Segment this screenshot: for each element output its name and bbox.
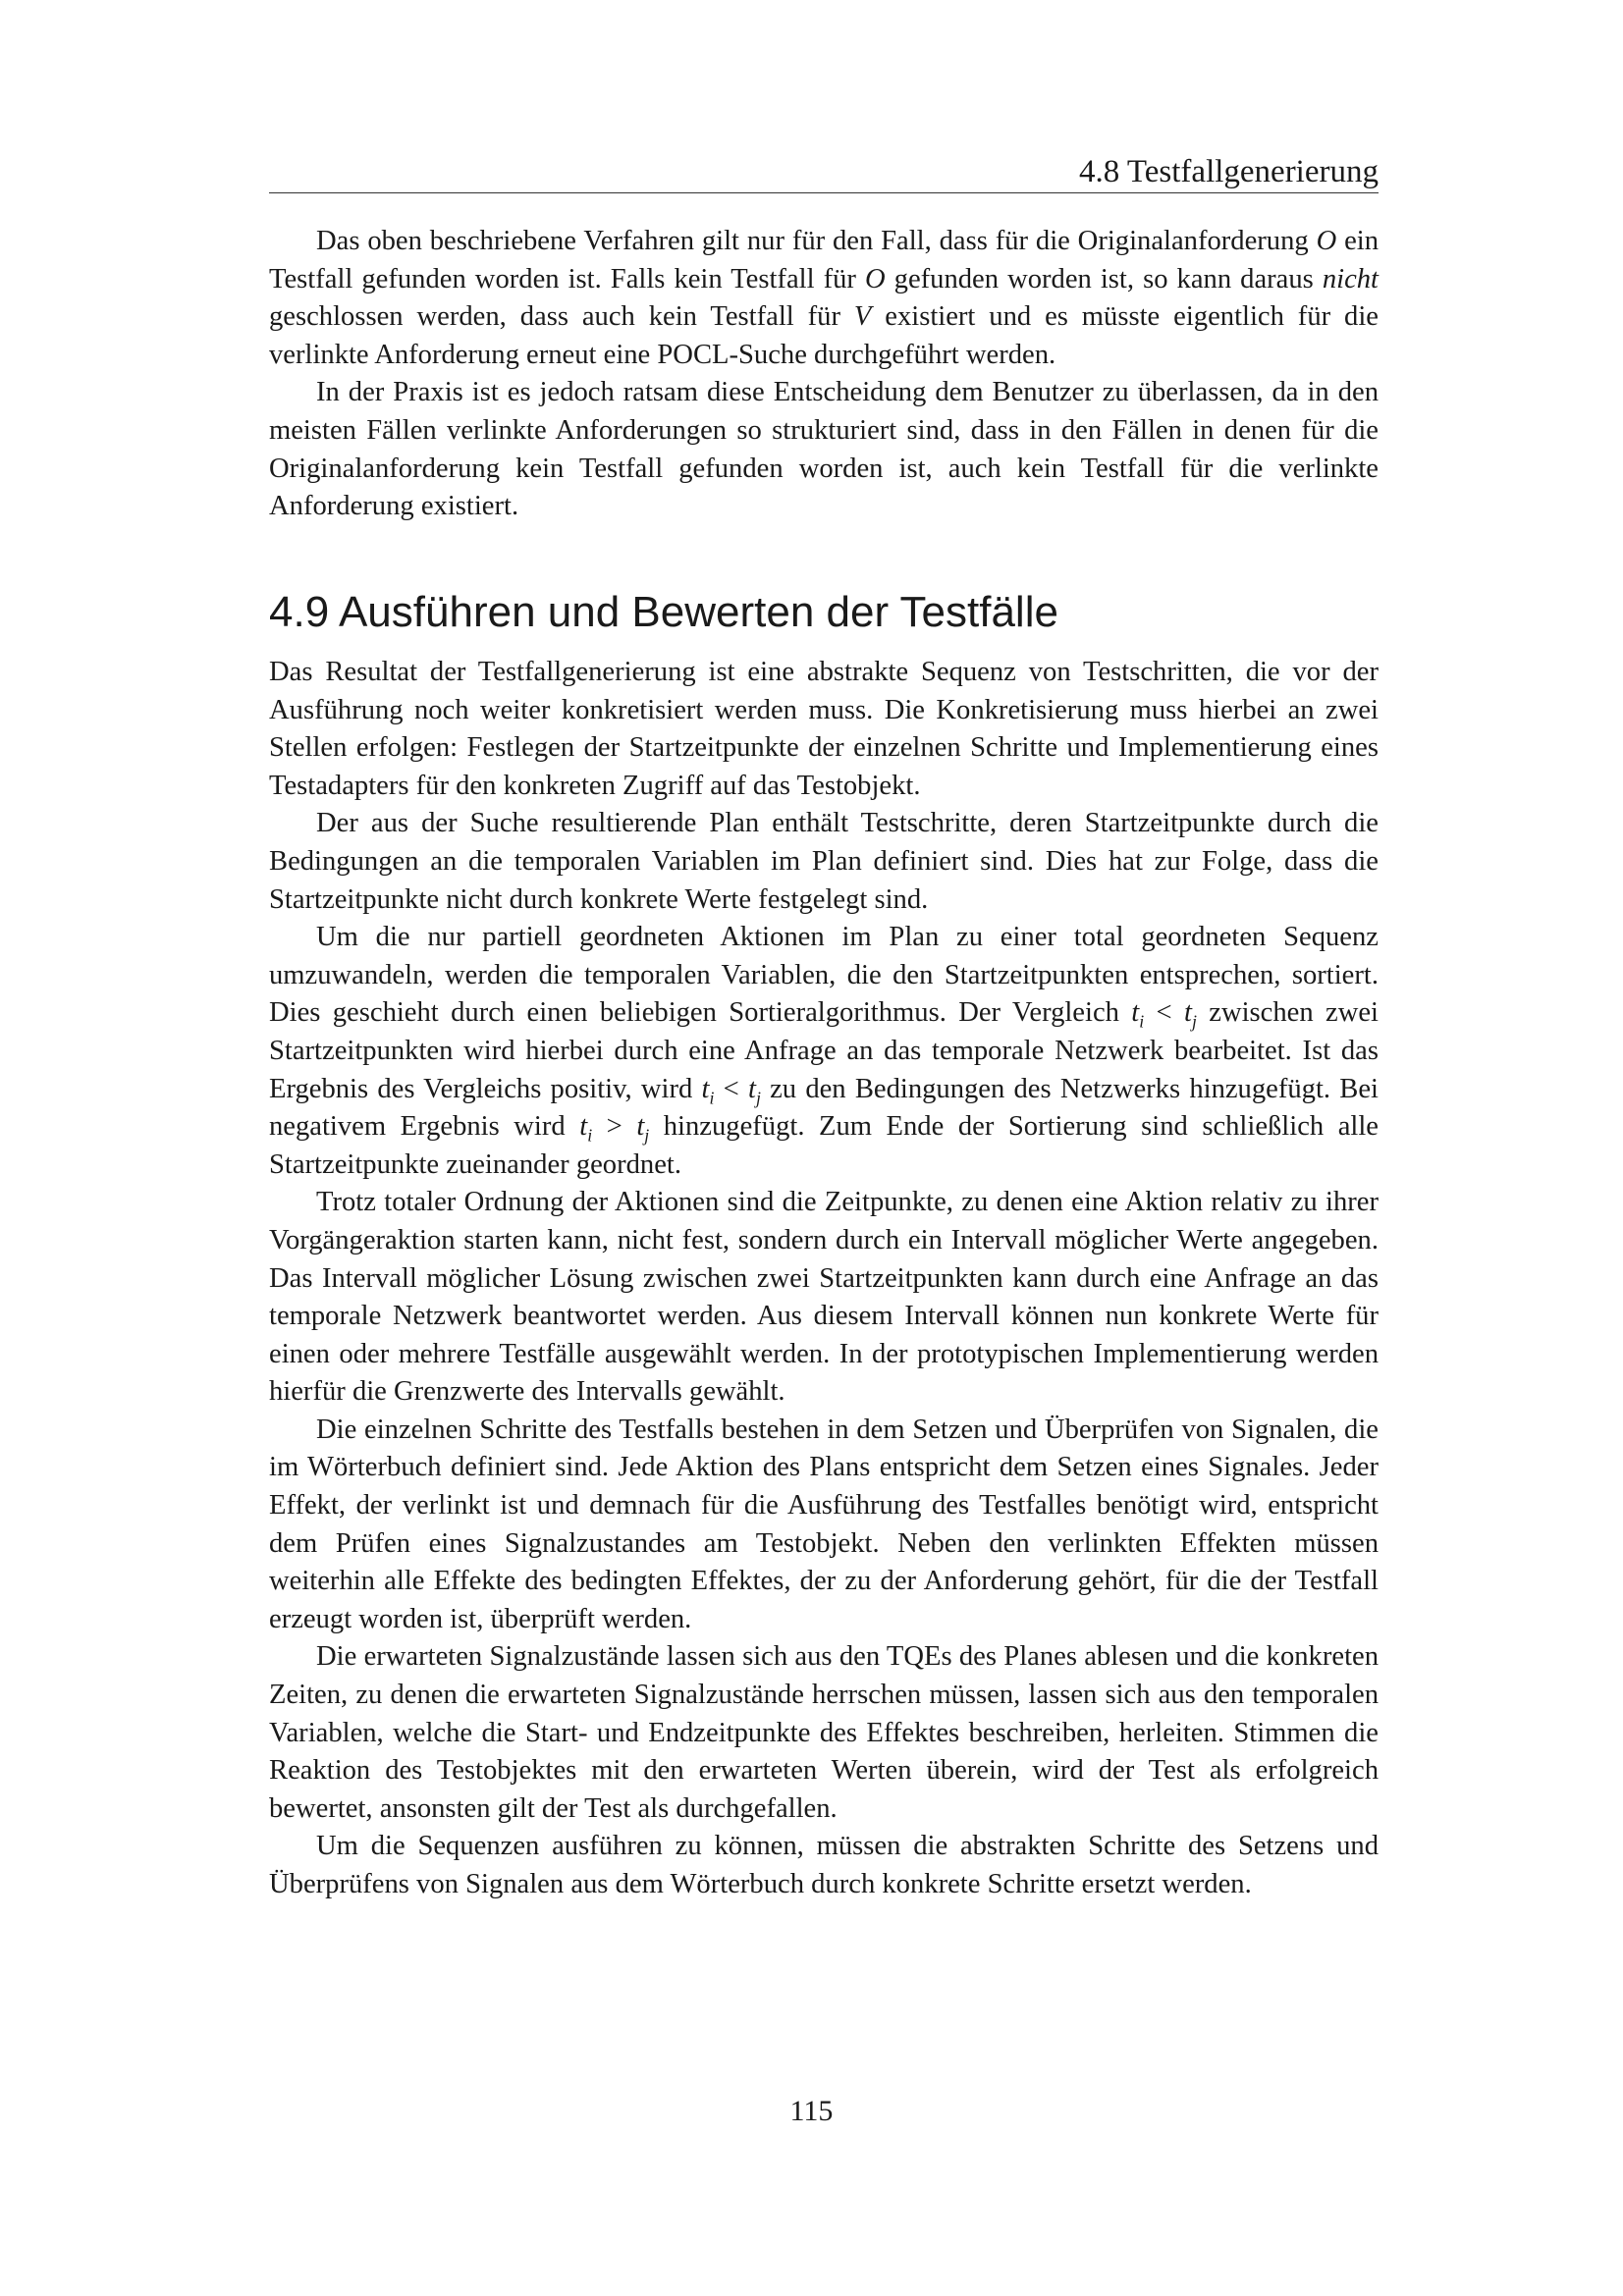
paragraph: Das oben beschriebene Verfahren gilt nur für den Fall, dass für die Originalanforderung O ein Testfall gefunden worden ist. Falls kein Testfall für O gefunden worden ist, so kann daraus nicht geschlossen werden, dass auch kein Testfall für V existiert und es müsste eigentlich für die verlinkte Anforderung erneut eine POCL-Suche durchgeführt werden. — [269, 226, 1380, 370]
section-heading: 4.9 Ausführen und Bewerten der Testfälle — [269, 588, 1058, 636]
paragraph: Die einzelnen Schritte des Testfalls bestehen in dem Setzen und Überprüfen von Signalen, die im Wörterbuch definiert sind. Jede Aktion des Plans entspricht dem Setzen eines Signales. Jeder Effekt, der verlinkt ist und demnach für die Ausführung des Testfalles benötigt wird, entspricht dem Prüfen eines Signalzustandes am Testobjekt. Neben den verlinkten Effekten müssen weiterhin alle Effekte des bedingten Effektes, der zu der Anforderung gehört, für die der Testfall erzeugt worden ist, überprüft werden. — [269, 1414, 1379, 1634]
variable-o: O — [864, 263, 886, 294]
page-number: 115 — [789, 2095, 834, 2127]
inline-formula: $t_i < t_j$ — [1131, 997, 1197, 1033]
section-4-8-continuation — [269, 223, 1379, 526]
running-header: 4.8 Testfallgenerierung — [1079, 154, 1379, 189]
paragraph: In der Praxis ist es jedoch ratsam diese Entscheidung dem Benutzer zu überlassen, da in den meisten Fällen verlinkte Anforderungen so strukturiert sind, dass in den Fällen in denen für die Originalanforderung kein Testfall gefunden worden ist, auch kein Testfall für die verlinkte Anforderung existiert. — [269, 377, 1379, 522]
variable-v: V — [853, 301, 872, 333]
paragraph: Trotz totaler Ordnung der Aktionen sind die Zeitpunkte, zu denen eine Aktion relativ zu ihrer Vorgängeraktion starten kann, nicht fest, sondern durch ein Intervall möglicher Werte angegeben. Das Intervall möglicher Lösung zwischen zwei Startzeitpunkten kann durch eine Anfrage an das temporale Netzwerk beantwortet werden. Aus diesem Intervall können nun konkrete Werte für einen oder mehrere Testfälle ausgewählt werden. In der prototypischen Implementierung werden hierfür die Grenzwerte des Intervalls gewählt. — [269, 1187, 1379, 1408]
paragraph: Um die Sequenzen ausführen zu können, müssen die abstrakten Schritte des Setzens und Überprüfens von Signalen aus dem Wörterbuch durch konkrete Schritte ersetzt werden. — [269, 1831, 1379, 1899]
inline-formula: $t_i > t_j$ — [579, 1111, 650, 1146]
paragraph: Der aus der Suche resultierende Plan enthält Testschritte, deren Startzeitpunkte durch die Bedingungen an die temporalen Variablen im Plan definiert sind. Dies hat zur Folge, dass die Startzeitpunkte nicht durch konkrete Werte festgelegt sind. — [269, 808, 1379, 915]
variable-o: O — [1316, 226, 1337, 256]
inline-formula: $t_i < t_j$ — [701, 1073, 761, 1108]
header-rule — [269, 192, 1379, 193]
paragraph: Das Resultat der Testfallgenerierung ist eine abstrakte Sequenz von Testschritten, die vor der Ausführung noch weiter konkretisiert werden muss. Die Konkretisierung muss hierbei an zwei Stellen erfolgen: Festlegen der Startzeitpunkte der einzelnen Schritte und Implementierung eines Testadapters für den konkreten Zugriff auf das Testobjekt. — [269, 657, 1379, 801]
paragraph: Um die nur partiell geordneten Aktionen im Plan zu einer total geordneten Sequenz umzuwandeln, werden die temporalen Variablen, die den Startzeitpunkten entsprechen, sortiert. Dies geschieht durch einen beliebigen Sortieralgorithmus. Der Vergleich $t_i < t_j$ zwischen zwei Startzeitpunkten wird hierbei durch eine Anfrage an das temporale Netzwerk bearbeitet. Ist das Ergebnis des Vergleichs positiv, wird $t_i < t_j$ zu den Bedingungen des Netzwerks hinzugefügt. Bei negativem Ergebnis wird $t_i > t_j$ hinzugefügt. Zum Ende der Sortierung sind schließlich alle Startzeitpunkte zueinander geordnet. — [269, 922, 1379, 1180]
section-4-9-body — [269, 654, 1379, 1904]
emphasis: nicht — [1322, 263, 1380, 294]
paragraph: Die erwarteten Signalzustände lassen sich aus den TQEs des Planes ablesen und die konkreten Zeiten, zu denen die erwarteten Signalzustände herrschen müssen, lassen sich aus den temporalen Variablen, welche die Start- und Endzeitpunkte des Effektes beschreiben, herleiten. Stimmen die Reaktion des Testobjektes mit den erwarteten Werten überein, wird der Test als erfolgreich bewertet, ansonsten gilt der Test als durchgefallen. — [269, 1641, 1379, 1824]
